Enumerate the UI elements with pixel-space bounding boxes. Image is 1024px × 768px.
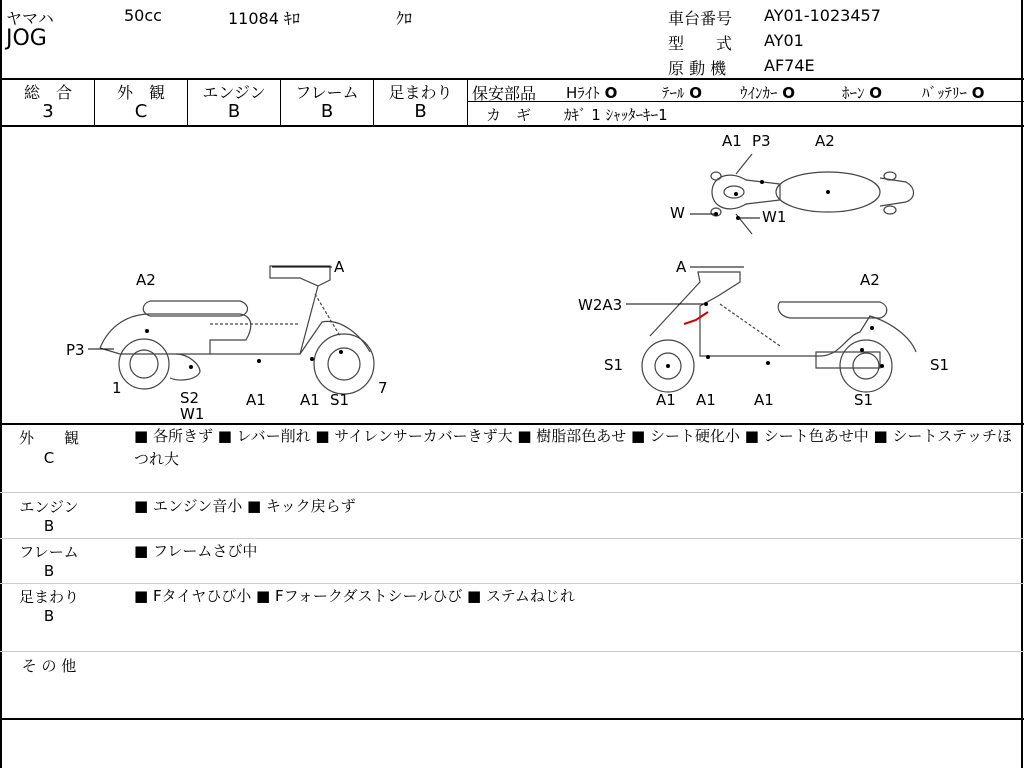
score-suspension-value: B [414, 101, 427, 122]
scooter-right-view [642, 272, 916, 392]
diag-right-a1-c: A1 [754, 391, 774, 409]
safety-tail: ﾃｰﾙ O [662, 84, 703, 102]
section-exterior-grade: C [43, 449, 55, 467]
section-suspension-grade: B [43, 607, 55, 625]
diag-left-w1: W1 [180, 405, 205, 423]
section-suspension-text: ■ Fタイヤひび小 ■ Fフォークダストシールひび ■ ステムねじれ [134, 587, 575, 605]
section-frame-label: フレーム [19, 543, 79, 561]
diag-right-w2a3: W2A3 [578, 296, 623, 314]
section-suspension-label: 足まわり [18, 588, 79, 606]
diag-left-a: A [334, 258, 345, 276]
key-value: ｶｷﾞ 1 ｼｬｯﾀｰｷｰ1 [564, 106, 668, 124]
mileage: 11084 ｷﾛ [228, 9, 300, 28]
color: ｸﾛ [396, 9, 413, 28]
safety-headlight: Hﾗｲﾄ O [566, 84, 618, 102]
diag-right-a: A [676, 258, 687, 276]
diag-right-s1-left: S1 [604, 356, 624, 374]
safety-horn: ﾎｰﾝ O [842, 84, 883, 102]
diag-top-a2: A2 [815, 132, 835, 150]
diag-left-p3: P3 [66, 341, 85, 359]
score-overall-label: 総 合 [23, 83, 72, 102]
frame-no-label: 車台番号 [668, 9, 733, 28]
score-exterior-label: 外 観 [116, 83, 165, 102]
section-other-label: そ の 他 [21, 657, 77, 675]
model-name: JOG [6, 26, 47, 51]
engine-label: 原 動 機 [668, 59, 727, 78]
diag-top-w: W [670, 204, 685, 222]
score-frame-label: フレーム [295, 83, 359, 102]
diag-left-a1-a: A1 [246, 391, 266, 409]
damage-diagram [0, 126, 1024, 423]
maker: ヤマハ [6, 9, 54, 28]
section-exterior-text: ■ 各所きず ■ レバー削れ ■ サイレンサーカバーきず大 ■ 樹脂部色あせ ■ シート硬化小 ■ シート色あせ中 ■ シートステッチほつれ大 [134, 427, 1012, 468]
diag-left-a1-b: A1 [300, 391, 320, 409]
type-label: 型 式 [668, 34, 733, 53]
scooter-top-view [711, 154, 914, 234]
safety-title: 保安部品 [472, 84, 537, 103]
type-value: AY01 [764, 31, 804, 50]
score-engine-value: B [227, 101, 241, 122]
diag-right-a1-a: A1 [656, 391, 676, 409]
displacement: 50cc [124, 6, 162, 25]
diag-left-1: 1 [112, 379, 122, 397]
diag-right-s1-right: S1 [930, 356, 950, 374]
engine-value: AF74E [764, 56, 815, 75]
frame-no-value: AY01-1023457 [764, 6, 881, 25]
section-engine-label: エンジン [19, 498, 79, 516]
diag-right-s1-bottom: S1 [854, 391, 874, 409]
diag-top-w1: W1 [762, 208, 787, 226]
score-suspension-label: 足まわり [388, 83, 453, 102]
diag-top-a1: A1 [722, 132, 742, 150]
diag-left-s1: S1 [330, 391, 350, 409]
diag-top-p3: P3 [752, 132, 771, 150]
section-frame-grade: B [43, 562, 55, 580]
section-engine-text: ■ エンジン音小 ■ キック戻らず [134, 497, 356, 515]
section-engine-grade: B [43, 517, 55, 535]
safety-battery: ﾊﾞｯﾃﾘｰ O [922, 84, 985, 102]
safety-winker: ｳｲﾝｶｰ O [740, 84, 796, 102]
section-exterior-label: 外 観 [18, 429, 79, 447]
score-overall-value: 3 [42, 101, 54, 122]
diag-right-a2: A2 [860, 271, 880, 289]
diag-left-7: 7 [378, 379, 388, 397]
diag-left-a2: A2 [136, 271, 156, 289]
section-frame-text: ■ フレームさび中 [134, 542, 258, 560]
diag-left-s2: S2 [180, 389, 200, 407]
score-exterior-value: C [134, 101, 148, 122]
key-label: カ ギ [486, 106, 532, 124]
score-engine-label: エンジン [202, 83, 266, 102]
score-frame-value: B [320, 101, 334, 122]
diag-right-a1-b: A1 [696, 391, 716, 409]
